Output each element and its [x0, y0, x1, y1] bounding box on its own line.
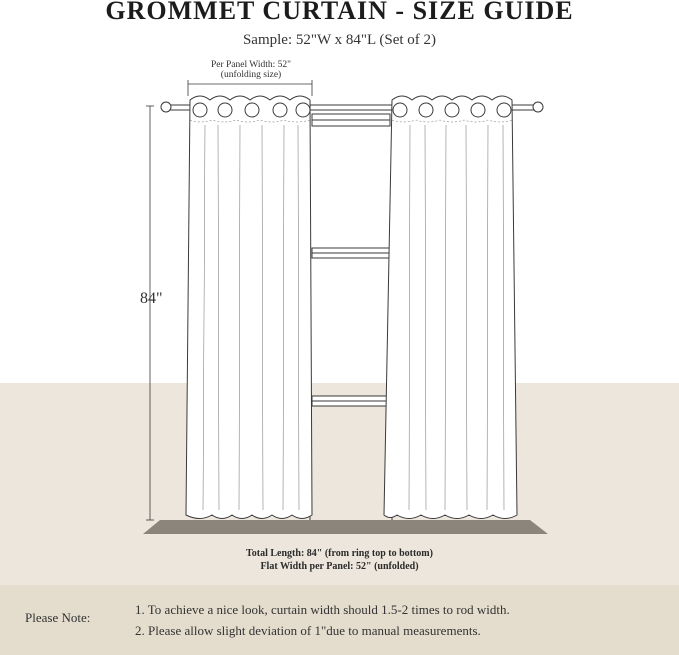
note-list — [135, 599, 510, 641]
right-curtain-panel — [384, 96, 517, 519]
total-length-line: Total Length: 84" (from ring top to bottom) — [246, 548, 433, 559]
length-label: 84" — [140, 290, 163, 307]
page-subtitle: Sample: 52"W x 84"L (Set of 2) — [242, 32, 437, 48]
floor-mat — [143, 520, 548, 534]
width-label — [187, 60, 315, 80]
note-item: 2. Please allow slight deviation of 1"due to manual measurements. — [135, 623, 481, 638]
length-dimension-line — [146, 106, 154, 520]
note-item: 1. To achieve a nice look, curtain width should 1.5-2 times to rod width. — [135, 602, 510, 617]
window-frame — [310, 112, 392, 520]
left-curtain-panel — [186, 96, 312, 519]
page-title: GROMMET CURTAIN - SIZE GUIDE — [105, 0, 574, 25]
width-dimension-line — [188, 80, 312, 96]
width-label-line1: Per Panel Width: 52" — [210, 60, 292, 70]
width-label-line2: (unfolding size) — [220, 70, 282, 80]
note-label: Please Note: — [25, 610, 91, 625]
totals-text — [0, 548, 679, 573]
flat-width-line: Flat Width per Panel: 52" (unfolded) — [260, 560, 419, 572]
